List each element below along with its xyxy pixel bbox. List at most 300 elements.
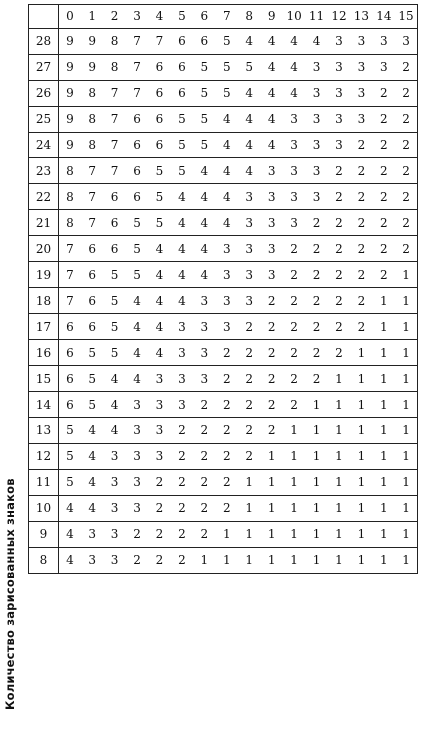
table-cell: 1 bbox=[238, 469, 260, 495]
table-cell: 6 bbox=[81, 236, 103, 262]
table-cell: 1 bbox=[305, 495, 327, 521]
table-cell: 6 bbox=[126, 106, 148, 132]
table-cell: 8 bbox=[81, 80, 103, 106]
table-cell: 1 bbox=[283, 417, 305, 443]
table-cell: 1 bbox=[395, 340, 417, 366]
table-cell: 2 bbox=[238, 366, 260, 392]
table-cell: 1 bbox=[238, 521, 260, 547]
table-cell: 4 bbox=[126, 314, 148, 340]
column-header: 9 bbox=[260, 5, 282, 29]
table-cell: 1 bbox=[395, 366, 417, 392]
table-cell: 2 bbox=[238, 340, 260, 366]
table-cell: 2 bbox=[395, 158, 417, 184]
table-cell: 3 bbox=[395, 28, 417, 54]
table-cell: 7 bbox=[103, 158, 125, 184]
table-cell: 3 bbox=[238, 288, 260, 314]
table-cell: 4 bbox=[148, 288, 170, 314]
table-cell: 4 bbox=[238, 80, 260, 106]
table-cell: 2 bbox=[350, 210, 372, 236]
table-cell: 3 bbox=[305, 106, 327, 132]
table-cell: 3 bbox=[305, 184, 327, 210]
table-cell: 4 bbox=[148, 314, 170, 340]
column-header: 15 bbox=[395, 5, 417, 29]
table-cell: 1 bbox=[373, 314, 395, 340]
table-cell: 1 bbox=[328, 366, 350, 392]
table-cell: 4 bbox=[126, 366, 148, 392]
table-cell: 5 bbox=[216, 54, 238, 80]
table-cell: 3 bbox=[238, 262, 260, 288]
table-cell: 2 bbox=[216, 443, 238, 469]
table-cell: 3 bbox=[216, 314, 238, 340]
table-cell: 8 bbox=[59, 210, 81, 236]
table-cell: 6 bbox=[126, 158, 148, 184]
table-cell: 7 bbox=[81, 184, 103, 210]
table-cell: 5 bbox=[148, 158, 170, 184]
table-cell: 4 bbox=[171, 262, 193, 288]
row-header: 16 bbox=[29, 340, 59, 366]
table-cell: 3 bbox=[328, 132, 350, 158]
table-cell: 5 bbox=[126, 236, 148, 262]
table-cell: 4 bbox=[193, 210, 215, 236]
table-cell: 4 bbox=[193, 184, 215, 210]
table-cell: 2 bbox=[283, 262, 305, 288]
table-cell: 1 bbox=[350, 495, 372, 521]
row-header: 10 bbox=[29, 495, 59, 521]
table-cell: 5 bbox=[126, 262, 148, 288]
table-row bbox=[29, 106, 418, 132]
table-cell: 5 bbox=[103, 262, 125, 288]
table-cell: 2 bbox=[148, 547, 170, 573]
row-header: 14 bbox=[29, 392, 59, 418]
table-cell: 1 bbox=[260, 469, 282, 495]
table-cell: 1 bbox=[395, 443, 417, 469]
table-cell: 1 bbox=[328, 392, 350, 418]
table-cell: 7 bbox=[81, 210, 103, 236]
table-cell: 2 bbox=[238, 417, 260, 443]
table-cell: 2 bbox=[328, 314, 350, 340]
row-header: 26 bbox=[29, 80, 59, 106]
table-cell: 4 bbox=[81, 495, 103, 521]
row-header: 28 bbox=[29, 28, 59, 54]
table-cell: 7 bbox=[103, 80, 125, 106]
table-cell: 2 bbox=[216, 469, 238, 495]
table-cell: 1 bbox=[373, 547, 395, 573]
table-cell: 3 bbox=[283, 184, 305, 210]
table-cell: 2 bbox=[305, 366, 327, 392]
table-cell: 3 bbox=[193, 288, 215, 314]
table-cell: 1 bbox=[328, 495, 350, 521]
table-cell: 5 bbox=[81, 392, 103, 418]
table-cell: 5 bbox=[103, 288, 125, 314]
table-cell: 3 bbox=[103, 469, 125, 495]
table-cell: 2 bbox=[148, 495, 170, 521]
table-cell: 2 bbox=[373, 158, 395, 184]
table-cell: 3 bbox=[126, 443, 148, 469]
table-cell: 1 bbox=[373, 469, 395, 495]
table-body bbox=[29, 28, 418, 573]
table-cell: 2 bbox=[238, 314, 260, 340]
table-cell: 2 bbox=[328, 262, 350, 288]
table-cell: 2 bbox=[373, 210, 395, 236]
table-cell: 4 bbox=[193, 236, 215, 262]
table-cell: 6 bbox=[81, 314, 103, 340]
table-cell: 1 bbox=[260, 547, 282, 573]
table-cell: 4 bbox=[216, 158, 238, 184]
table-cell: 2 bbox=[373, 80, 395, 106]
table-cell: 3 bbox=[373, 54, 395, 80]
table-cell: 3 bbox=[350, 28, 372, 54]
table-cell: 6 bbox=[193, 28, 215, 54]
table-cell: 4 bbox=[148, 236, 170, 262]
table-cell: 1 bbox=[216, 547, 238, 573]
table-cell: 1 bbox=[260, 443, 282, 469]
table-cell: 4 bbox=[305, 28, 327, 54]
table-cell: 1 bbox=[328, 469, 350, 495]
table-cell: 4 bbox=[216, 106, 238, 132]
column-header: 0 bbox=[59, 5, 81, 29]
table-cell: 3 bbox=[171, 340, 193, 366]
corner-cell bbox=[29, 5, 59, 29]
table-cell: 1 bbox=[395, 521, 417, 547]
table-cell: 4 bbox=[171, 210, 193, 236]
table-cell: 6 bbox=[148, 54, 170, 80]
table-cell: 1 bbox=[305, 417, 327, 443]
table-cell: 6 bbox=[148, 106, 170, 132]
column-header: 1 bbox=[81, 5, 103, 29]
table-cell: 6 bbox=[103, 210, 125, 236]
table-cell: 2 bbox=[328, 210, 350, 236]
table-cell: 6 bbox=[148, 132, 170, 158]
table-cell: 4 bbox=[216, 184, 238, 210]
table-cell: 6 bbox=[126, 184, 148, 210]
table-cell: 1 bbox=[395, 547, 417, 573]
column-header: 14 bbox=[373, 5, 395, 29]
table-cell: 3 bbox=[305, 54, 327, 80]
table-cell: 3 bbox=[171, 314, 193, 340]
table-cell: 6 bbox=[103, 236, 125, 262]
table-cell: 2 bbox=[171, 469, 193, 495]
table-cell: 9 bbox=[59, 28, 81, 54]
table-row bbox=[29, 288, 418, 314]
table-cell: 4 bbox=[283, 28, 305, 54]
table-cell: 4 bbox=[260, 132, 282, 158]
table-cell: 2 bbox=[193, 443, 215, 469]
table-cell: 2 bbox=[193, 469, 215, 495]
table-cell: 4 bbox=[260, 54, 282, 80]
table-cell: 5 bbox=[103, 340, 125, 366]
table-cell: 4 bbox=[171, 288, 193, 314]
table-cell: 2 bbox=[260, 392, 282, 418]
table-cell: 3 bbox=[193, 366, 215, 392]
column-header: 7 bbox=[216, 5, 238, 29]
table-cell: 1 bbox=[283, 547, 305, 573]
table-cell: 8 bbox=[59, 184, 81, 210]
table-cell: 1 bbox=[328, 547, 350, 573]
table-cell: 5 bbox=[216, 80, 238, 106]
table-cell: 1 bbox=[373, 417, 395, 443]
table-cell: 3 bbox=[148, 366, 170, 392]
table-cell: 4 bbox=[216, 210, 238, 236]
row-header: 17 bbox=[29, 314, 59, 340]
table-row bbox=[29, 184, 418, 210]
table-cell: 1 bbox=[350, 392, 372, 418]
table-cell: 5 bbox=[148, 210, 170, 236]
table-cell: 2 bbox=[283, 314, 305, 340]
table-cell: 9 bbox=[59, 80, 81, 106]
table-cell: 8 bbox=[103, 28, 125, 54]
table-cell: 2 bbox=[216, 495, 238, 521]
table-cell: 3 bbox=[126, 469, 148, 495]
table-row bbox=[29, 366, 418, 392]
table-cell: 7 bbox=[59, 236, 81, 262]
table-cell: 3 bbox=[283, 210, 305, 236]
table-row bbox=[29, 521, 418, 547]
table-cell: 6 bbox=[103, 184, 125, 210]
column-header: 2 bbox=[103, 5, 125, 29]
table-cell: 4 bbox=[238, 132, 260, 158]
column-header-row bbox=[29, 5, 418, 29]
table-cell: 1 bbox=[350, 443, 372, 469]
table-cell: 4 bbox=[171, 236, 193, 262]
lookup-table bbox=[28, 4, 418, 574]
table-cell: 4 bbox=[59, 521, 81, 547]
table-cell: 2 bbox=[171, 443, 193, 469]
table-cell: 2 bbox=[148, 521, 170, 547]
table-cell: 9 bbox=[81, 54, 103, 80]
table-cell: 4 bbox=[59, 547, 81, 573]
table-cell: 1 bbox=[395, 495, 417, 521]
table-cell: 3 bbox=[193, 314, 215, 340]
table-cell: 2 bbox=[305, 236, 327, 262]
table-cell: 2 bbox=[193, 521, 215, 547]
table-cell: 2 bbox=[126, 521, 148, 547]
table-cell: 1 bbox=[395, 417, 417, 443]
table-cell: 4 bbox=[148, 262, 170, 288]
table-cell: 4 bbox=[216, 132, 238, 158]
table-cell: 3 bbox=[126, 417, 148, 443]
row-header: 15 bbox=[29, 366, 59, 392]
table-cell: 3 bbox=[148, 392, 170, 418]
table-cell: 3 bbox=[305, 132, 327, 158]
table-cell: 1 bbox=[395, 469, 417, 495]
table-cell: 3 bbox=[305, 80, 327, 106]
table-cell: 2 bbox=[395, 54, 417, 80]
table-cell: 3 bbox=[126, 495, 148, 521]
table-cell: 3 bbox=[260, 184, 282, 210]
table-cell: 3 bbox=[103, 521, 125, 547]
table-cell: 4 bbox=[103, 366, 125, 392]
table-cell: 4 bbox=[260, 106, 282, 132]
table-cell: 2 bbox=[216, 392, 238, 418]
column-header: 5 bbox=[171, 5, 193, 29]
table-cell: 1 bbox=[350, 417, 372, 443]
table-cell: 6 bbox=[171, 54, 193, 80]
table-cell: 3 bbox=[238, 184, 260, 210]
table-cell: 4 bbox=[238, 106, 260, 132]
table-cell: 1 bbox=[373, 443, 395, 469]
table-cell: 1 bbox=[193, 547, 215, 573]
table-cell: 1 bbox=[373, 366, 395, 392]
table-cell: 7 bbox=[59, 262, 81, 288]
table-row bbox=[29, 262, 418, 288]
row-header: 18 bbox=[29, 288, 59, 314]
table-cell: 2 bbox=[373, 236, 395, 262]
table-cell: 7 bbox=[148, 28, 170, 54]
table-cell: 2 bbox=[171, 495, 193, 521]
row-header: 27 bbox=[29, 54, 59, 80]
table-cell: 5 bbox=[238, 54, 260, 80]
table-cell: 3 bbox=[350, 106, 372, 132]
table-cell: 5 bbox=[171, 158, 193, 184]
table-cell: 1 bbox=[283, 443, 305, 469]
table-cell: 6 bbox=[59, 366, 81, 392]
table-cell: 8 bbox=[103, 54, 125, 80]
table-cell: 3 bbox=[148, 443, 170, 469]
table-row bbox=[29, 28, 418, 54]
table-cell: 3 bbox=[171, 392, 193, 418]
table-cell: 3 bbox=[260, 158, 282, 184]
table-cell: 5 bbox=[148, 184, 170, 210]
table-cell: 3 bbox=[283, 158, 305, 184]
table-cell: 4 bbox=[81, 443, 103, 469]
table-cell: 2 bbox=[395, 210, 417, 236]
table-cell: 3 bbox=[283, 132, 305, 158]
table-cell: 3 bbox=[238, 210, 260, 236]
table-row bbox=[29, 158, 418, 184]
table-cell: 5 bbox=[59, 417, 81, 443]
row-header: 8 bbox=[29, 547, 59, 573]
table-cell: 4 bbox=[81, 417, 103, 443]
table-cell: 5 bbox=[59, 443, 81, 469]
table-cell: 9 bbox=[81, 28, 103, 54]
table-cell: 7 bbox=[81, 158, 103, 184]
table-cell: 6 bbox=[148, 80, 170, 106]
table-cell: 5 bbox=[59, 469, 81, 495]
table-cell: 6 bbox=[126, 132, 148, 158]
table-cell: 3 bbox=[350, 80, 372, 106]
table-cell: 5 bbox=[193, 54, 215, 80]
column-header: 6 bbox=[193, 5, 215, 29]
column-header: 13 bbox=[350, 5, 372, 29]
table-cell: 1 bbox=[216, 521, 238, 547]
table-cell: 7 bbox=[59, 288, 81, 314]
table-cell: 3 bbox=[216, 236, 238, 262]
table-cell: 5 bbox=[171, 132, 193, 158]
table-cell: 2 bbox=[395, 184, 417, 210]
table-cell: 3 bbox=[328, 28, 350, 54]
table-cell: 1 bbox=[328, 417, 350, 443]
table-cell: 7 bbox=[126, 54, 148, 80]
table-cell: 5 bbox=[126, 210, 148, 236]
table-cell: 2 bbox=[260, 417, 282, 443]
table-cell: 4 bbox=[238, 158, 260, 184]
table-cell: 4 bbox=[59, 495, 81, 521]
table-cell: 3 bbox=[126, 392, 148, 418]
table-cell: 1 bbox=[395, 314, 417, 340]
table-cell: 4 bbox=[148, 340, 170, 366]
row-header: 21 bbox=[29, 210, 59, 236]
table-cell: 7 bbox=[103, 106, 125, 132]
table-row bbox=[29, 495, 418, 521]
table-cell: 1 bbox=[305, 469, 327, 495]
table-cell: 1 bbox=[350, 340, 372, 366]
table-cell: 2 bbox=[216, 340, 238, 366]
table-cell: 4 bbox=[126, 340, 148, 366]
table-cell: 2 bbox=[395, 80, 417, 106]
table-cell: 2 bbox=[328, 158, 350, 184]
table-cell: 2 bbox=[373, 132, 395, 158]
row-header: 25 bbox=[29, 106, 59, 132]
table-cell: 1 bbox=[373, 521, 395, 547]
table-cell: 2 bbox=[193, 392, 215, 418]
table-row bbox=[29, 210, 418, 236]
table-row bbox=[29, 132, 418, 158]
table-row bbox=[29, 417, 418, 443]
table-cell: 4 bbox=[283, 80, 305, 106]
table-cell: 1 bbox=[350, 366, 372, 392]
table-cell: 2 bbox=[171, 521, 193, 547]
table-cell: 3 bbox=[103, 547, 125, 573]
table-cell: 1 bbox=[350, 469, 372, 495]
table-cell: 2 bbox=[350, 158, 372, 184]
table-cell: 5 bbox=[81, 366, 103, 392]
table-cell: 2 bbox=[350, 132, 372, 158]
table-cell: 4 bbox=[260, 28, 282, 54]
table-cell: 5 bbox=[193, 106, 215, 132]
table-cell: 8 bbox=[59, 158, 81, 184]
table-cell: 2 bbox=[216, 366, 238, 392]
table-cell: 1 bbox=[305, 521, 327, 547]
row-header: 22 bbox=[29, 184, 59, 210]
table-cell: 4 bbox=[103, 392, 125, 418]
table-cell: 1 bbox=[283, 521, 305, 547]
table-cell: 1 bbox=[395, 288, 417, 314]
table-cell: 6 bbox=[59, 392, 81, 418]
row-header: 11 bbox=[29, 469, 59, 495]
table-cell: 3 bbox=[305, 158, 327, 184]
column-header: 8 bbox=[238, 5, 260, 29]
table-cell: 2 bbox=[171, 547, 193, 573]
table-cell: 3 bbox=[373, 28, 395, 54]
table-cell: 2 bbox=[328, 288, 350, 314]
table-cell: 6 bbox=[171, 28, 193, 54]
row-header: 13 bbox=[29, 417, 59, 443]
table-cell: 5 bbox=[171, 106, 193, 132]
table-cell: 1 bbox=[260, 495, 282, 521]
table-cell: 1 bbox=[238, 495, 260, 521]
table-cell: 2 bbox=[283, 366, 305, 392]
table-cell: 2 bbox=[305, 262, 327, 288]
table-cell: 2 bbox=[350, 184, 372, 210]
table-cell: 1 bbox=[373, 288, 395, 314]
table-cell: 1 bbox=[395, 392, 417, 418]
table-row bbox=[29, 469, 418, 495]
table-cell: 1 bbox=[395, 262, 417, 288]
table-cell: 2 bbox=[328, 184, 350, 210]
table-cell: 9 bbox=[59, 54, 81, 80]
table-cell: 6 bbox=[81, 262, 103, 288]
table-cell: 5 bbox=[193, 132, 215, 158]
row-header: 20 bbox=[29, 236, 59, 262]
column-header: 3 bbox=[126, 5, 148, 29]
table-cell: 3 bbox=[328, 54, 350, 80]
table-row bbox=[29, 443, 418, 469]
table-cell: 1 bbox=[373, 495, 395, 521]
table-cell: 4 bbox=[126, 288, 148, 314]
row-header: 19 bbox=[29, 262, 59, 288]
table-cell: 4 bbox=[238, 28, 260, 54]
table-cell: 3 bbox=[81, 521, 103, 547]
